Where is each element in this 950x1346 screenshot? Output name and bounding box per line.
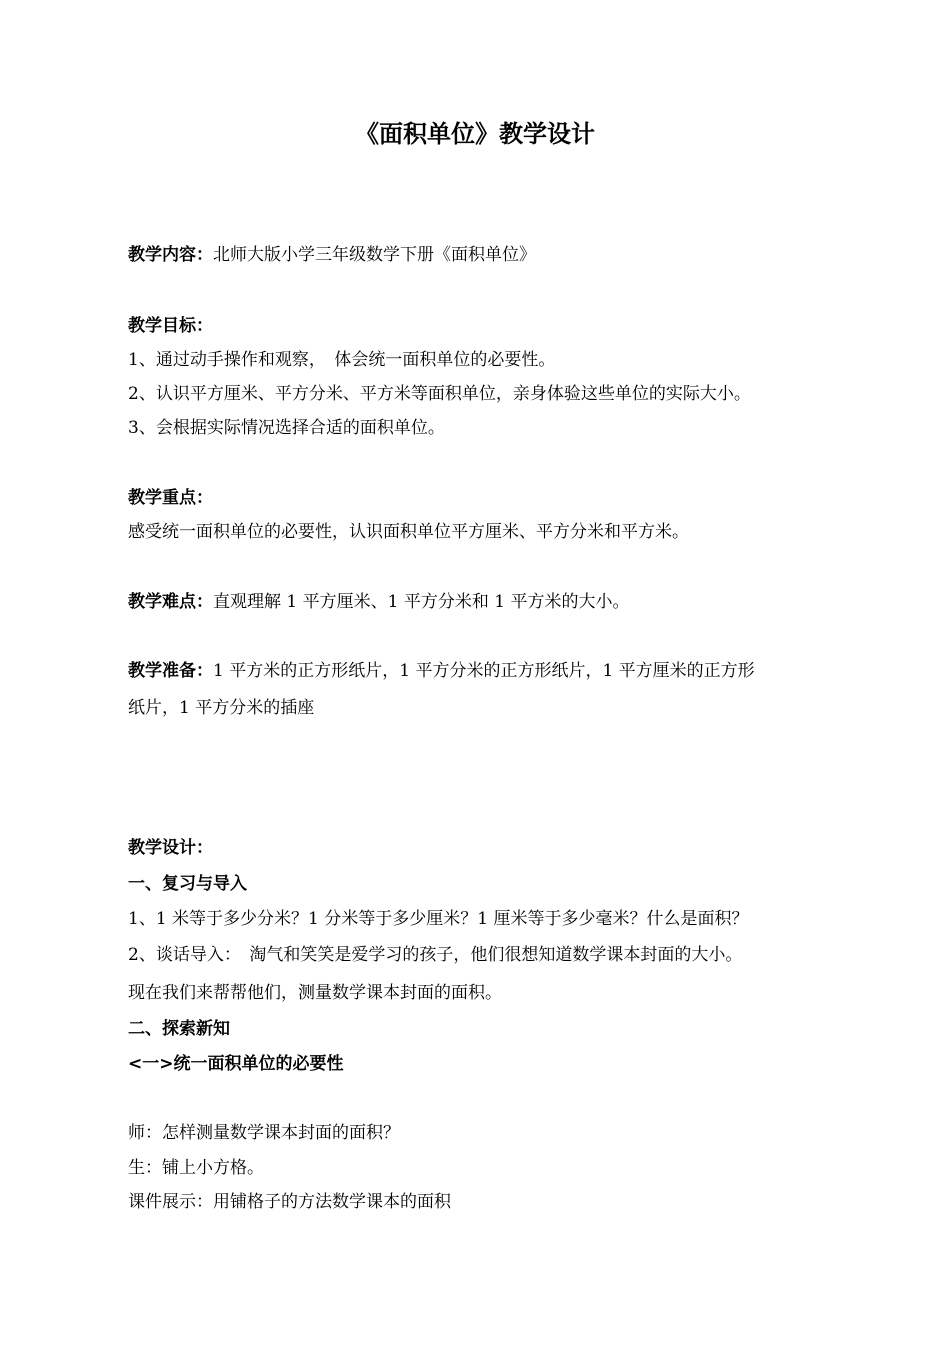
dialogue-line-1: 师：怎样测量数学课本封面的面积？ bbox=[128, 1123, 400, 1143]
design-label: 教学设计： bbox=[128, 838, 213, 858]
document-title: 《面积单位》教学设计 bbox=[355, 120, 595, 148]
section2-heading: 二、探索新知 bbox=[128, 1019, 230, 1039]
goal-item-3: 3、会根据实际情况选择合适的面积单位。 bbox=[128, 418, 445, 438]
preparation-text-2: 纸片，1 平方分米的插座 bbox=[128, 698, 315, 718]
section2-subheading: <一>统一面积单位的必要性 bbox=[128, 1054, 344, 1074]
content-label: 教学内容： bbox=[128, 245, 213, 265]
dialogue-line-2: 生：铺上小方格。 bbox=[128, 1158, 264, 1178]
difficulty-paragraph bbox=[128, 589, 828, 615]
goal-item-2: 2、认识平方厘米、平方分米、平方米等面积单位，亲身体验这些单位的实际大小。 bbox=[128, 384, 751, 404]
section1-line-2: 2、谈话导入： 淘气和笑笑是爱学习的孩子，他们很想知道数学课本封面的大小。 bbox=[128, 945, 743, 965]
difficulty-label: 教学难点： bbox=[128, 592, 213, 612]
section1-line-1: 1、1 米等于多少分米？1 分米等于多少厘米？1 厘米等于多少毫米？什么是面积？ bbox=[128, 909, 749, 929]
content-paragraph bbox=[128, 242, 828, 268]
preparation-label: 教学准备： bbox=[128, 661, 213, 681]
goals-label: 教学目标： bbox=[128, 316, 213, 336]
section1-heading: 一、复习与导入 bbox=[128, 874, 247, 894]
preparation-text-1: 1 平方米的正方形纸片，1 平方分米的正方形纸片，1 平方厘米的正方形 bbox=[213, 661, 755, 681]
key-points-text: 感受统一面积单位的必要性，认识面积单位平方厘米、平方分米和平方米。 bbox=[128, 522, 689, 542]
difficulty-text: 直观理解 1 平方厘米、1 平方分米和 1 平方米的大小。 bbox=[213, 592, 630, 612]
content-text: 北师大版小学三年级数学下册《面积单位》 bbox=[213, 245, 536, 265]
preparation-paragraph bbox=[128, 658, 828, 684]
dialogue-line-3: 课件展示：用铺格子的方法数学课本的面积 bbox=[128, 1192, 451, 1212]
goal-item-1: 1、通过动手操作和观察， 体会统一面积单位的必要性。 bbox=[128, 350, 556, 370]
key-points-label: 教学重点： bbox=[128, 488, 213, 508]
section1-line-3: 现在我们来帮帮他们，测量数学课本封面的面积。 bbox=[128, 983, 502, 1003]
